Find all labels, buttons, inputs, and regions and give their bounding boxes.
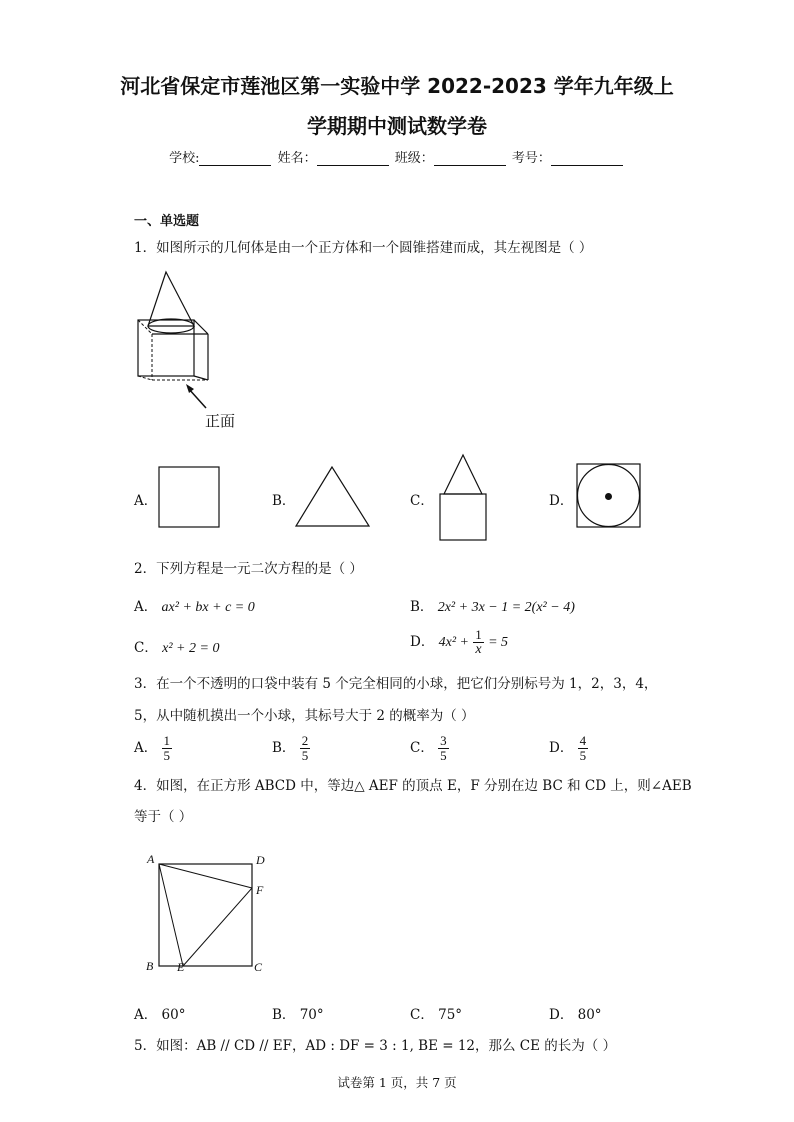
q2-option-c-label: C． xyxy=(134,640,158,656)
school-label: 学校: xyxy=(169,151,200,166)
point-c-label: C xyxy=(254,960,263,974)
question-4-line-2: 等于（ ） xyxy=(134,809,193,825)
number-label: 考号： xyxy=(511,151,551,166)
student-info-line xyxy=(0,147,794,166)
question-1-text: 1．如图所示的几何体是由一个正方体和一个圆锥搭建而成，其左视图是（ ） xyxy=(134,240,593,256)
question-5-text: 5．如图：AB // CD // EF，AD : DF = 3 : 1, BE = 12，那么 CE 的长为（ ） xyxy=(134,1038,617,1054)
point-a-label: A xyxy=(147,852,155,866)
q3-option-d-fraction: $\frac{4}{5}$ xyxy=(579,733,587,763)
q4-option-b: B． 70° xyxy=(272,1007,324,1023)
q2-option-b-expr: 2x² + 3x − 1 = 2(x² − 4) xyxy=(437,600,575,615)
q2-option-d-label: D． xyxy=(410,634,435,650)
q1-option-d-figure xyxy=(576,463,642,529)
q2-option-b-label: B． xyxy=(410,599,434,615)
q3-option-c xyxy=(410,734,449,763)
title-line-1: 河北省保定市莲池区第一实验中学 2022-2023 学年九年级上 xyxy=(120,74,674,98)
q3-option-d xyxy=(549,734,588,763)
q4-option-c: C． 75° xyxy=(410,1007,463,1023)
q3-option-a-fraction: $\frac{1}{5}$ xyxy=(163,733,171,763)
question-3-line-1: 3．在一个不透明的口袋中装有 5 个完全相同的小球，把它们分别标号为 1，2，3，4， xyxy=(134,676,658,692)
name-blank xyxy=(317,152,389,166)
q3-option-a-label: A． xyxy=(134,740,158,756)
question-3-line-2: 5，从中随机摸出一个小球，其标号大于 2 的概率为（ ） xyxy=(134,708,475,724)
q2-option-a-expr: ax² + bx + c = 0 xyxy=(161,600,255,615)
q2-option-a-label: A． xyxy=(134,599,158,615)
point-d-label: D xyxy=(256,853,265,867)
title-line-2: 学期期中测试数学卷 xyxy=(307,114,487,138)
q2-option-a xyxy=(134,595,255,616)
q1-option-c-label: C． xyxy=(410,493,434,509)
q2-option-d-pre: 4x² + xyxy=(438,635,469,650)
point-f-label: F xyxy=(256,883,264,897)
q3-option-c-fraction: $\frac{3}{5}$ xyxy=(440,733,447,763)
class-label: 班级： xyxy=(394,151,434,166)
q1-option-a-label: A． xyxy=(134,493,158,509)
q2-option-c-expr: x² + 2 = 0 xyxy=(162,641,220,656)
class-blank xyxy=(434,152,506,166)
number-blank xyxy=(551,152,623,166)
school-blank xyxy=(199,152,271,166)
q1-option-b-figure xyxy=(294,466,374,528)
q2-option-b xyxy=(410,595,575,616)
q3-option-b-label: B． xyxy=(272,740,296,756)
point-e-label: E xyxy=(177,960,185,974)
q4-option-a: A． 60° xyxy=(134,1007,186,1023)
name-label: 姓名： xyxy=(277,151,317,166)
q2-option-d xyxy=(410,628,508,657)
q2-option-d-fraction: $\frac{1}{x}$ xyxy=(475,627,482,657)
q3-option-d-label: D． xyxy=(549,740,574,756)
q1-option-d-label: D． xyxy=(549,493,574,509)
q2-option-c xyxy=(134,636,219,657)
front-label: 正面 xyxy=(205,412,236,430)
q2-option-d-post: = 5 xyxy=(488,635,509,650)
q3-option-b xyxy=(272,734,310,763)
point-b-label: B xyxy=(146,959,154,973)
question-2-text: 2．下列方程是一元二次方程的是（ ） xyxy=(134,561,363,577)
q3-option-b-fraction: $\frac{2}{5}$ xyxy=(301,733,309,763)
q3-option-a xyxy=(134,734,172,763)
section-title: 一、单选题 xyxy=(134,214,200,229)
q1-solid-figure xyxy=(130,270,240,430)
q1-option-c-figure xyxy=(438,454,490,542)
q3-option-c-label: C． xyxy=(410,740,434,756)
q1-option-b-label: B． xyxy=(272,493,296,509)
q4-option-d: D． 80° xyxy=(549,1007,602,1023)
question-4-line-1: 4．如图，在正方形 ABCD 中，等边△ AEF 的顶点 E，F 分别在边 BC 和 CD 上，则∠AEB xyxy=(134,778,692,794)
q1-option-a-figure xyxy=(158,466,220,528)
page-footer: 试卷第 1 页，共 7 页 xyxy=(337,1075,457,1090)
q4-square-figure xyxy=(140,850,280,980)
